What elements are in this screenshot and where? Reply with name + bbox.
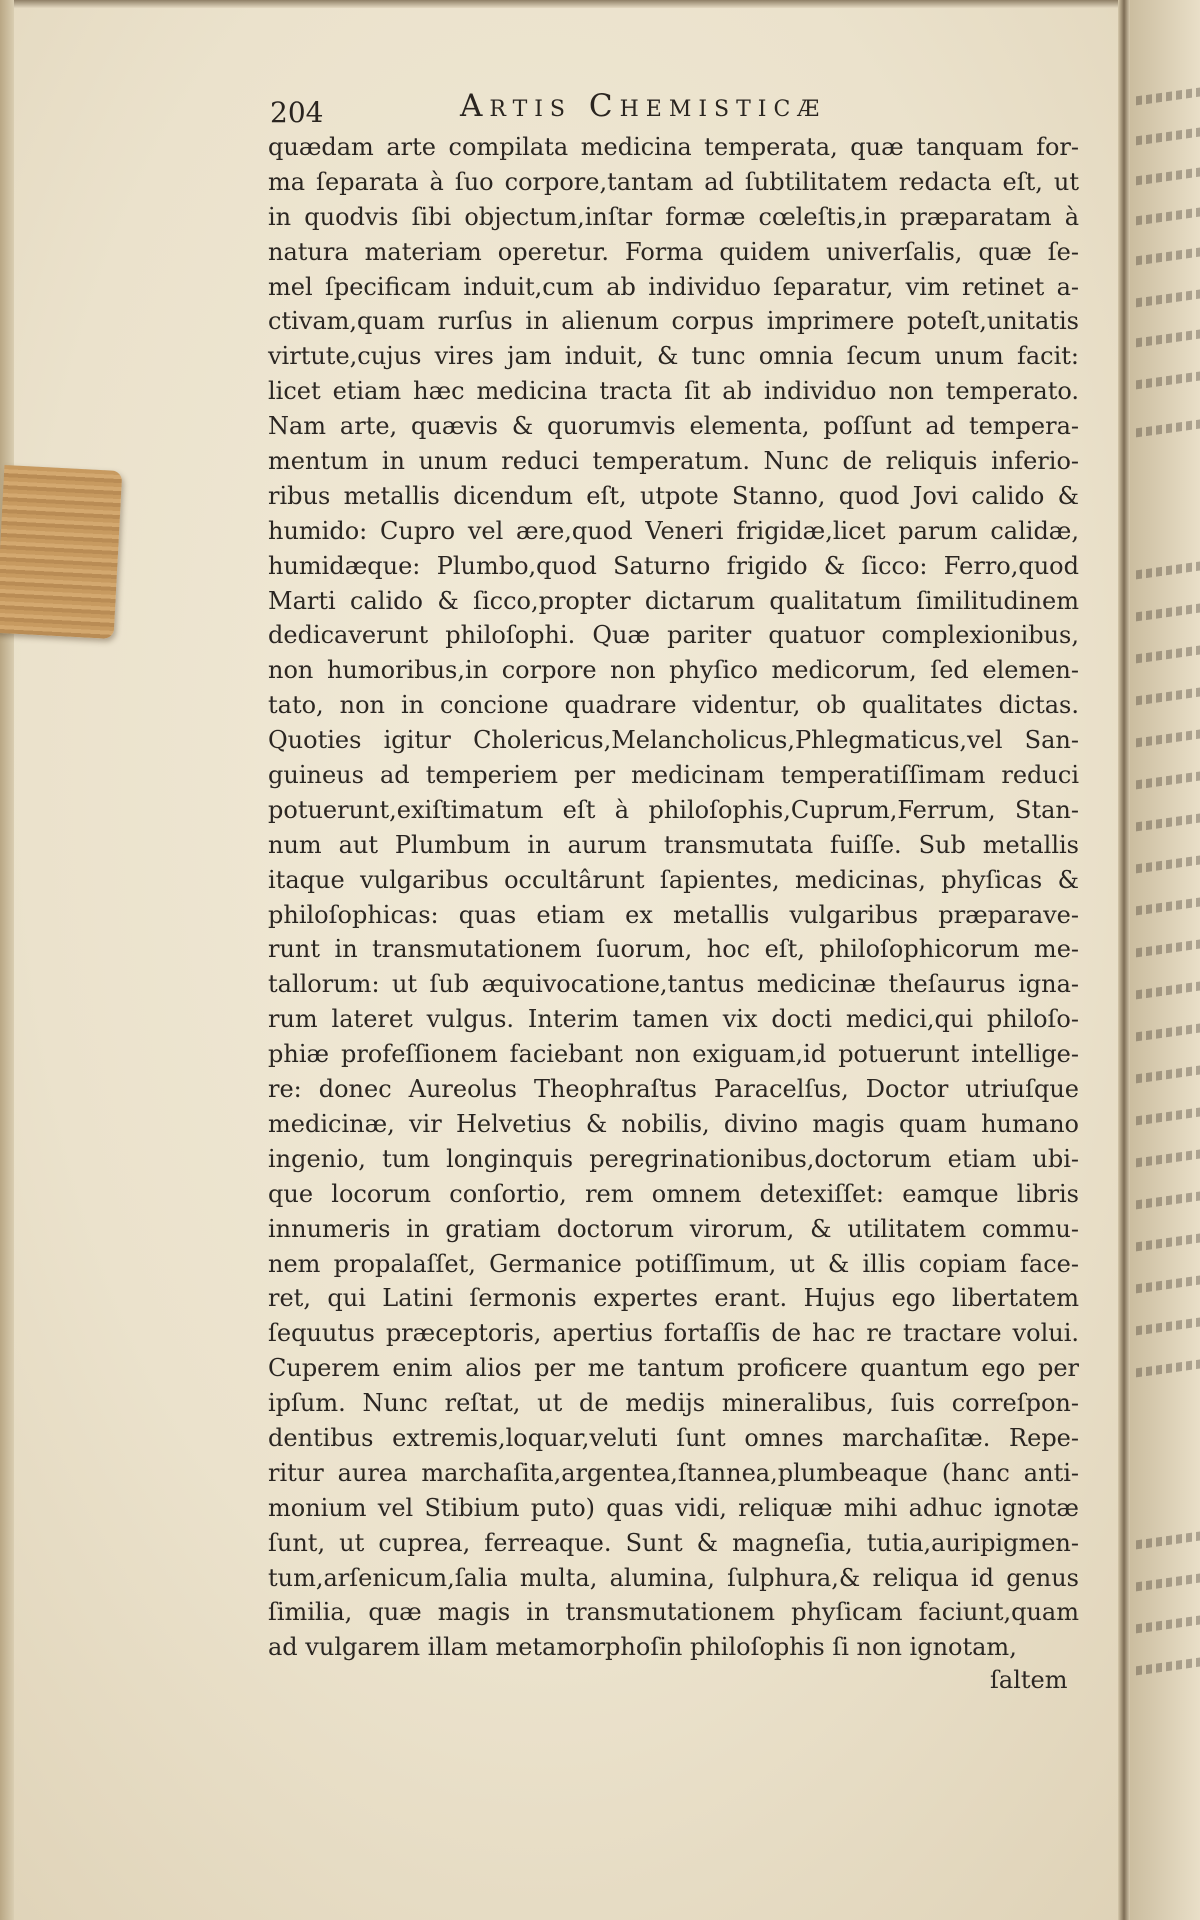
facing-page-edge xyxy=(1130,0,1200,1920)
bleed-through-text xyxy=(1136,1142,1200,1168)
text-line: tum,arſenicum,ſalia multa, alumina, ſulphura,& reliqua id genus xyxy=(268,1563,1079,1592)
body-text xyxy=(268,130,1079,1665)
bleed-through-text xyxy=(1136,1352,1200,1378)
bleed-through-text xyxy=(1136,974,1200,1000)
running-header xyxy=(270,88,1090,128)
wooden-bookmark-strip xyxy=(0,465,122,639)
text-line: que locorum conſortio, rem omnem detexiſſet: eamque libris xyxy=(268,1179,1079,1208)
page-top-shadow xyxy=(0,0,1200,8)
text-line: humidæque: Plumbo,quod Saturno frigido & ſicco: Ferro,quod xyxy=(268,551,1079,580)
catchword: ſaltem xyxy=(990,1666,1068,1694)
text-line: mentum in unum reduci temperatum. Nunc de reliquis inferio- xyxy=(268,447,1079,476)
text-line: ingenio, tum longinquis peregrinationibus,doctorum etiam ubi- xyxy=(268,1144,1079,1173)
text-line: tato, non in concione quadrare videntur, ob qualitates dictas. xyxy=(268,691,1079,720)
bleed-through-text xyxy=(1136,160,1200,186)
text-line: medicinæ, vir Helvetius & nobilis, divino magis quam humano xyxy=(268,1109,1079,1138)
bleed-through-text xyxy=(1136,1226,1200,1252)
text-line: num aut Plumbum in aurum transmutata fuiſſe. Sub metallis xyxy=(268,830,1079,859)
bleed-through-text xyxy=(1136,1268,1200,1294)
bleed-through-text xyxy=(1136,1608,1200,1634)
bleed-through-text xyxy=(1136,1058,1200,1084)
text-line: natura materiam operetur. Forma quidem univerſalis, quæ ſe- xyxy=(268,237,1079,266)
text-line: humido: Cupro vel ære,quod Veneri frigidæ,licet parum calidæ, xyxy=(268,516,1079,545)
text-line: non humoribus,in corpore non phyſico medicorum, ſed elemen- xyxy=(268,656,1079,685)
bleed-through-text xyxy=(1136,680,1200,706)
running-title: Artis Chemisticæ xyxy=(460,88,827,124)
text-line: ret, qui Latini ſermonis expertes erant. Hujus ego libertatem xyxy=(268,1284,1079,1313)
text-line: Marti calido & ſicco,propter dictarum qualitatum ſimilitudinem xyxy=(268,586,1079,615)
text-line: in quodvis ſibi objectum,inſtar formæ cœleſtis,in præparatam à xyxy=(268,202,1079,231)
page-number: 204 xyxy=(270,96,324,129)
text-line: ipſum. Nunc reſtat, ut de medijs mineralibus, ſuis correſpon- xyxy=(268,1389,1079,1418)
bleed-through-text xyxy=(1136,1100,1200,1126)
page-left-edge xyxy=(0,0,14,1920)
bleed-through-text xyxy=(1136,890,1200,916)
bleed-through-text xyxy=(1136,200,1200,226)
bleed-through-text xyxy=(1136,322,1200,348)
book-gutter xyxy=(1118,0,1130,1920)
text-line: ctivam,quam rurſus in alienum corpus imprimere poteſt,unitatis xyxy=(268,307,1079,336)
text-line: dentibus extremis,loquar,veluti ſunt omnes marchaſitæ. Repe- xyxy=(268,1423,1079,1452)
bleed-through-text xyxy=(1136,1650,1200,1676)
bleed-through-text xyxy=(1136,848,1200,874)
bleed-through-text xyxy=(1136,554,1200,580)
bleed-through-text xyxy=(1136,1524,1200,1550)
text-line: Quoties igitur Cholericus,Melancholicus,Phlegmaticus,vel San- xyxy=(268,726,1079,755)
text-line: phiæ profeſſionem faciebant non exiguam,id potuerunt intellige- xyxy=(268,1040,1079,1069)
bleed-through-text xyxy=(1136,364,1200,390)
text-line: Cuperem enim alios per me tantum proficere quantum ego per xyxy=(268,1354,1079,1383)
bleed-through-text xyxy=(1136,120,1200,146)
text-line: ſunt, ut cuprea, ferreaque. Sunt & magneſia, tutia,auripigmen- xyxy=(268,1528,1079,1557)
bleed-through-text xyxy=(1136,638,1200,664)
bleed-through-text xyxy=(1136,806,1200,832)
bleed-through-text xyxy=(1136,596,1200,622)
text-line: itaque vulgaribus occultârunt ſapientes, medicinas, phyſicas & xyxy=(268,865,1079,894)
bleed-through-text xyxy=(1136,1184,1200,1210)
bleed-through-text xyxy=(1136,412,1200,438)
text-line: mel ſpecificam induit,cum ab individuo ſeparatur, vim retinet a- xyxy=(268,272,1079,301)
bleed-through-text xyxy=(1136,1016,1200,1042)
text-line: rum lateret vulgus. Interim tamen vix docti medici,qui philoſo- xyxy=(268,1005,1079,1034)
text-line: innumeris in gratiam doctorum virorum, & utilitatem commu- xyxy=(268,1214,1079,1243)
bleed-through-text xyxy=(1136,1310,1200,1336)
text-line: quædam arte compilata medicina temperata, quæ tanquam for- xyxy=(268,133,1079,161)
text-line: ſequutus præceptoris, apertius fortaſſis de hac re tractare volui. xyxy=(268,1319,1079,1348)
bleed-through-text xyxy=(1136,240,1200,266)
text-line: ribus metallis dicendum eſt, utpote Stanno, quod Jovi calido & xyxy=(268,481,1079,510)
text-line: ſimilia, quæ magis in transmutationem phyſicam faciunt,quam xyxy=(268,1598,1079,1627)
text-line: ad vulgarem illam metamorphoſin philoſophis ſi non ignotam, xyxy=(268,1633,1017,1662)
text-line: runt in transmutationem ſuorum, hoc eſt, philoſophicorum me- xyxy=(268,935,1079,964)
text-line: monium vel Stibium puto) quas vidi, reliquæ mihi adhuc ignotæ xyxy=(268,1493,1079,1522)
bleed-through-text xyxy=(1136,764,1200,790)
text-line: virtute,cujus vires jam induit, & tunc omnia ſecum unum facit: xyxy=(268,342,1079,371)
text-line: philoſophicas: quas etiam ex metallis vulgaribus præparave- xyxy=(268,900,1079,929)
text-line: licet etiam hæc medicina tracta ſit ab individuo non temperato. xyxy=(268,377,1079,406)
text-line: tallorum: ut ſub æquivocatione,tantus medicinæ theſaurus igna- xyxy=(268,970,1079,999)
bleed-through-text xyxy=(1136,1566,1200,1592)
text-line: re: donec Aureolus Theophraſtus Paracelſus, Doctor utriuſque xyxy=(268,1075,1079,1104)
text-line: potuerunt,exiſtimatum eſt à philoſophis,Cuprum,Ferrum, Stan- xyxy=(268,795,1079,824)
bleed-through-text xyxy=(1136,80,1200,106)
text-line: dedicaverunt philoſophi. Quæ pariter quatuor complexionibus, xyxy=(268,621,1079,650)
bleed-through-text xyxy=(1136,282,1200,308)
text-line: nem propalaſſet, Germanice potiſſimum, ut & illis copiam face- xyxy=(268,1249,1079,1278)
text-line: guineus ad temperiem per medicinam temperatiſſimam reduci xyxy=(268,761,1079,790)
text-line: Nam arte, quævis & quorumvis elementa, poſſunt ad tempera- xyxy=(268,412,1079,441)
text-line: ma ſeparata à ſuo corpore,tantam ad ſubtilitatem redacta eſt, ut xyxy=(268,167,1079,196)
bleed-through-text xyxy=(1136,722,1200,748)
text-line: ritur aurea marchaſita,argentea,ſtannea,plumbeaque (hanc anti- xyxy=(268,1458,1079,1487)
bleed-through-text xyxy=(1136,932,1200,958)
